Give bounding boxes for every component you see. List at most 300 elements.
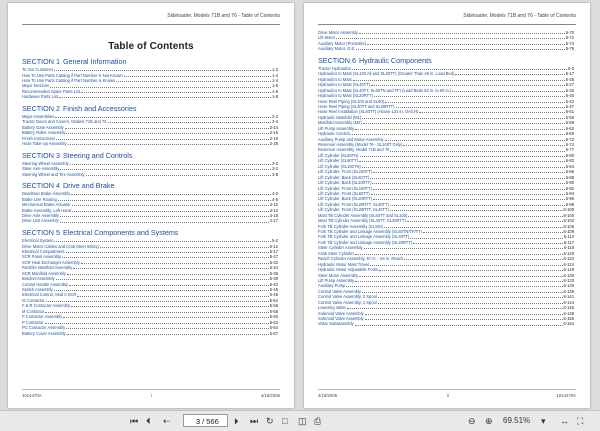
zoom-level[interactable]: 69.51%: [503, 416, 531, 425]
toc-entry-title: Fork Tilt Cylinder Assembly (SL100): [318, 223, 384, 229]
dot-leader: [72, 205, 269, 206]
toc-entry-page: 4-2: [272, 191, 278, 197]
page-header: [22, 11, 280, 25]
toc-entry-title: Lift Cylinder, Back (SL60TT): [318, 174, 370, 180]
dot-leader: [419, 112, 565, 113]
toc-entry-page: 5-27: [269, 254, 278, 260]
fullscreen-button[interactable]: ⛶: [577, 416, 584, 426]
dot-leader: [54, 290, 269, 291]
toc-entry-page: 4-17: [269, 218, 278, 224]
toc-entry-title: Hydraulic Control: [318, 131, 350, 137]
toc-entry-title: Drive Motor Assembly: [318, 29, 358, 35]
section-name: General Information: [62, 57, 127, 66]
dot-leader: [60, 222, 269, 223]
page-footer: [318, 389, 576, 400]
toc-entry-page: 6-133: [563, 277, 574, 283]
toc-entry-title: Lift Cylinder (SL100TN): [318, 163, 361, 169]
zoom-in-button[interactable]: ⊕: [485, 416, 493, 426]
toc-entry-page: 1-5: [272, 83, 278, 89]
toc-entry-title: Fork Tilt Cylinder and Linkage Assembly (SL40TT): [318, 234, 410, 240]
dot-leader: [72, 211, 269, 212]
toc-entry[interactable]: [22, 172, 278, 177]
toc-entry-title: Finish Instructions: [22, 135, 55, 141]
dot-leader: [346, 286, 562, 287]
toc-entry-page: 6-55: [565, 114, 574, 120]
previous-page-button[interactable]: ⏴: [146, 416, 151, 426]
toc-entry-title: Hydraulics to Mast (SL40TT, SL60TN and TF) (Load Beds 52 in. to 60 in.): [318, 87, 452, 93]
toc-entry-page: 6-96: [565, 196, 574, 202]
toc-entry-page: 6-84: [565, 163, 574, 169]
toc-entry-title: Major Assemblies: [22, 113, 55, 119]
dot-leader: [390, 205, 565, 206]
toc-entry-page: 6-150: [563, 316, 574, 322]
dot-leader: [359, 33, 565, 34]
toc-entry-title: Lowering Valve: [318, 305, 346, 311]
toc-entry-title: Solenoid Valve Assembly: [318, 316, 364, 322]
toc-entry-title: Battery Cover Assembly: [22, 330, 66, 336]
toc-entry-page: 5-70: [565, 29, 574, 35]
toc-entry-page: 6-27: [565, 82, 574, 88]
dot-leader: [355, 254, 563, 255]
toc-entry-page: 6-130: [563, 272, 574, 278]
dot-leader: [66, 328, 269, 329]
toc-entry-title: P Contactor Assembly: [22, 314, 63, 320]
toc-entry-title: Drive Motor Cables and Crab Steer Wiring: [22, 243, 99, 249]
dot-leader: [403, 145, 564, 146]
dot-leader: [54, 241, 271, 242]
toc-entry-page: 5-36: [269, 270, 278, 276]
toc-entry-page: 6-141: [563, 294, 574, 300]
dot-leader: [373, 199, 565, 200]
dot-leader: [390, 151, 564, 152]
dot-leader: [385, 102, 565, 103]
toc-entry-page: 6-100: [563, 207, 574, 213]
dot-leader: [350, 134, 564, 135]
dot-leader: [45, 323, 269, 324]
dot-leader: [423, 232, 563, 233]
toc-entry-title: Lift Cylinder, Back (SL100TT): [318, 180, 372, 186]
dot-leader: [81, 92, 271, 93]
toc-entry-title: Electrical Control, Mod II SCR: [22, 292, 77, 298]
dot-leader: [374, 96, 565, 97]
dot-leader: [46, 301, 269, 302]
toc-entry-title: Drive Axle Assembly: [22, 213, 60, 219]
toc-entry-page: 5-42: [269, 281, 278, 287]
toc-entry-page: 6-86: [565, 169, 574, 175]
dot-leader: [63, 317, 269, 318]
dot-leader: [336, 38, 565, 39]
toc-entry-title: Hydraulics to Mast (SL20RTT): [318, 93, 373, 99]
dot-leader: [67, 334, 269, 335]
toc-entry-page: 5-58: [269, 308, 278, 314]
dot-leader: [352, 69, 567, 70]
dot-leader: [363, 123, 565, 124]
dot-leader: [81, 263, 269, 264]
dot-leader: [362, 292, 563, 293]
toc-entry-page: 5-34: [269, 265, 278, 271]
toc-entry-page: 6-77: [565, 147, 574, 153]
toc-entry-title: How To Use Parts Catalog if Part Number is Known: [22, 78, 116, 84]
dot-leader: [86, 175, 272, 176]
dot-leader: [50, 87, 271, 88]
toc-entry-title: To Our Customer: [22, 67, 54, 73]
section-number: SECTION 2: [22, 103, 60, 113]
page-number-input[interactable]: [186, 417, 200, 426]
toc-entry-title: Mechanical Brake Actuator: [22, 202, 71, 208]
toc-entry-page: 5-32: [269, 259, 278, 265]
toc-entry-page: 6-74: [565, 142, 574, 148]
toc-entry-page: 5-72: [565, 35, 574, 41]
section-number: SECTION 4: [22, 181, 60, 191]
toc-entry-title: Fork Tilt Cylinder and Linkage Assembly (SL60TN/TF/TT): [318, 229, 422, 235]
toc-entry-title: Battery Roller Assembly: [22, 130, 66, 136]
toc-entry[interactable]: [22, 141, 278, 146]
toc-list-right: [318, 30, 574, 327]
section-name: Steering and Controls: [62, 150, 133, 160]
section-name: Hydraulic Components: [358, 55, 432, 65]
toc-entry-title: Lift Pump Assembly: [318, 125, 354, 131]
toc-entry-page: 6-102: [563, 218, 574, 224]
dot-leader: [370, 265, 563, 266]
toc-entry[interactable]: [22, 219, 278, 224]
dot-leader: [359, 161, 565, 162]
toc-entry-title: Bracket Assembly: [22, 276, 55, 282]
toc-entry-title: Hydraulics to Mast (SL100 All and SL60TT) (Greater Than 48 in. Load Bed): [318, 71, 455, 77]
toc-entry[interactable]: [22, 94, 278, 99]
toc-entry-page: 4-10: [269, 202, 278, 208]
toc-entry-page: 6-124: [563, 261, 574, 267]
dot-leader: [355, 325, 563, 326]
toc-entry-page: 6-148: [563, 310, 574, 316]
toc-entry-page: 5-45: [269, 287, 278, 293]
toc-entry-title: Hardware Parts List: [22, 94, 58, 100]
toc-entry-title: PC Contactor Assembly: [22, 325, 66, 331]
dot-leader: [59, 97, 271, 98]
toc-entry-page: 6-90: [565, 180, 574, 186]
toc-entry-page: 6-82: [565, 158, 574, 164]
toc-entry-title: Mast Tilt Cylinder Assembly (SL40TT, SL20RTT): [318, 218, 406, 224]
dot-leader: [364, 248, 563, 249]
toc-entry-page: 5-54: [269, 297, 278, 303]
dot-leader: [410, 238, 563, 239]
toc-entry-page: 4-12: [269, 207, 278, 213]
toc-entry-page: 6-80: [565, 152, 574, 158]
page-fit-button[interactable]: □: [282, 416, 288, 426]
toc-entry-page: 6-100: [563, 212, 574, 218]
dot-leader: [408, 216, 562, 217]
toc-entry-page: 1-2: [272, 67, 278, 73]
dot-leader: [70, 164, 271, 165]
section-heading: [22, 104, 278, 113]
toc-entry-title: Lift Cylinder (SL60TT): [318, 158, 359, 164]
toc-entry-title: Fork Tilt Cylinder and Linkage Assembly (SL20RTT): [318, 239, 413, 245]
toc-entry-title: Brake Line Routing: [22, 196, 57, 202]
toc-entry-page: 3-2: [272, 160, 278, 166]
section-name: Finish and Accessories: [62, 103, 137, 113]
toc-entry-page: 6-25: [565, 76, 574, 82]
toc-entry-page: 6-88: [565, 174, 574, 180]
toc-entry-title: How To Use Parts Catalog if Part Number is Not Known: [22, 72, 123, 78]
section-name: Electrical Components and Systems: [62, 227, 179, 237]
rotate-button[interactable]: ↻: [266, 416, 274, 426]
toc-entry-title: Reservoir Assembly, Model 71B and 76: [318, 147, 390, 153]
toc-entry-title: Control Valve Assembly: [318, 288, 361, 294]
two-page-view-button[interactable]: ◫: [298, 416, 307, 426]
toc-entry-page: 6-72: [565, 136, 574, 142]
toc-entry-page: 5-48: [269, 292, 278, 298]
toc-entry-title: Hose Reel Piping (SL100 and SL60): [318, 98, 384, 104]
toc-entry-title: Brake Assembly, Left Hand: [22, 207, 72, 213]
toc-entry-title: Mast Tilt Cylinder Assembly (SL60TT and SL100): [318, 212, 408, 218]
toc-entry-title: Auxiliary Pump and Motor Assembly: [318, 136, 384, 142]
dot-leader: [365, 314, 563, 315]
toc-entry-title: Control Valve Assembly, 2 Spool: [318, 294, 377, 300]
toc-entry-title: Tractor Hydraulics: [318, 65, 352, 71]
dot-leader: [353, 80, 565, 81]
toc-entry-title: Hose Take-Up Assembly: [22, 141, 67, 147]
toc-entry-page: 2-16: [269, 130, 278, 136]
toc-entry-page: 6-113: [563, 234, 574, 240]
right-pdf-page: [304, 3, 590, 408]
toc-entry-page: 2-19: [269, 135, 278, 141]
dot-leader: [372, 183, 564, 184]
dot-leader: [407, 221, 563, 222]
toc-entry-title: Lift Cylinder, Front (SL60TT): [318, 190, 370, 196]
toc-entry-title: Crab Steer Cylinder: [318, 250, 354, 256]
toc-entry-page: 1-8: [272, 94, 278, 100]
toc-entry-title: SCR Panel Assembly: [22, 254, 61, 260]
dot-leader: [55, 117, 271, 118]
zoom-out-button[interactable]: ⊖: [468, 416, 476, 426]
dot-leader: [77, 296, 268, 297]
toc-entry[interactable]: [318, 322, 574, 327]
dot-leader: [60, 216, 269, 217]
dot-leader: [71, 194, 271, 195]
dot-leader: [455, 74, 564, 75]
dot-leader: [362, 118, 565, 119]
toc-entry-page: 5-67: [269, 330, 278, 336]
page-footer: [22, 389, 280, 400]
toc-entry-page: 5-2: [272, 238, 278, 244]
toc-entry-title: Hydraulic Motor Mast Travel: [318, 261, 369, 267]
toc-entry-page: 5-74: [565, 40, 574, 46]
toc-entry-page: 5-76: [565, 46, 574, 52]
first-page-button[interactable]: ⏮: [130, 416, 139, 426]
toc-entry-title: Deadman Brake Assembly: [22, 191, 71, 197]
toc-entry-page: 6-152: [563, 321, 574, 327]
page-title: Table of Contents: [108, 41, 194, 52]
dot-leader: [347, 308, 563, 309]
toc-entry-title: Recommended Spare Parts List: [22, 88, 81, 94]
dot-leader: [108, 122, 272, 123]
toc-entry-page: 3-2: [272, 166, 278, 172]
toc-entry-title: Lift Cylinder, Front (SL20RTT, SL40TT): [318, 201, 389, 207]
dot-leader: [66, 133, 268, 134]
dot-leader: [68, 144, 269, 145]
section-heading: [22, 228, 278, 237]
toc-entry-page: 4-5: [272, 196, 278, 202]
dot-leader: [56, 279, 269, 280]
last-page-button[interactable]: ⏭: [250, 416, 259, 426]
toc-entry-title: Steering Wheel Assembly: [22, 160, 69, 166]
toc-entry-title: Lift Cylinder, Front (SL100TT): [318, 185, 372, 191]
dot-leader: [385, 140, 565, 141]
toc-entry-title: Manifold Assembly (M2): [318, 120, 362, 126]
toc-entry-page: 6-92: [565, 185, 574, 191]
page-total: / 566: [202, 417, 219, 426]
dot-leader: [362, 167, 565, 168]
zoom-dropdown-icon[interactable]: ▾: [541, 416, 546, 426]
fit-width-button[interactable]: ↔: [560, 416, 569, 426]
toc-entry-page: 6-106: [563, 223, 574, 229]
toc-entry-title: Reach Cylinder Assembly, 57 in. - 54 in. Reach: [318, 256, 404, 262]
toc-entry-page: 6-144: [563, 299, 574, 305]
toc-entry-page: 5-17: [269, 248, 278, 254]
toc-entry-title: Rectifier Manifold Assembly: [22, 265, 73, 271]
toc-entry-page: 6-69: [565, 131, 574, 137]
dot-leader: [54, 70, 271, 71]
toc-entry-page: 6-43: [565, 98, 574, 104]
toc-entry-title: Lift Motor: [318, 35, 336, 41]
dot-leader: [378, 303, 563, 304]
toc-entry-title: Steer Cylinder Assembly: [318, 245, 363, 251]
toc-entry-title: Switch Assembly: [22, 287, 53, 293]
toc-entry-page: 6-17: [565, 71, 574, 77]
toc-entry-title: Hose Reel Piping (SL40TT and SL20RTT): [318, 103, 395, 109]
print-button[interactable]: ⎙: [314, 416, 322, 426]
dot-leader: [370, 178, 565, 179]
toc-entry-page: 6-118: [563, 245, 574, 251]
toc-entry-title: Steer Axle Assembly: [22, 166, 60, 172]
section-number: SECTION 3: [22, 150, 60, 160]
dot-leader: [67, 274, 269, 275]
page-header: [318, 11, 576, 25]
toc-entry-page: 6-146: [563, 305, 574, 311]
dot-leader: [100, 247, 269, 248]
toc-entry[interactable]: [22, 331, 278, 336]
toc-entry-title: M Contactor: [22, 308, 45, 314]
dot-leader: [65, 128, 269, 129]
toc-entry-title: Lift Cylinder, Front (SL20RTT, SL40TT): [318, 207, 389, 213]
toc-entry-title: Valve Subassembly: [318, 321, 354, 327]
toc-entry-title: Lift Pump Assembly: [318, 277, 354, 283]
toc-entry-page: 6-128: [563, 267, 574, 273]
toc-entry-title: Auxiliary Motor, G.E.: [318, 46, 356, 52]
dot-leader: [45, 312, 269, 313]
dot-leader: [384, 227, 562, 228]
dot-leader: [413, 243, 563, 244]
prev-view-button[interactable]: ⇠: [163, 416, 171, 426]
toc-entry-page: 4-15: [269, 213, 278, 219]
toc-entry-title: Control Valve Assembly, 1 Spool: [318, 299, 377, 305]
toc-entry-page: 6-47: [565, 103, 574, 109]
toc-entry-title: Electrical System: [22, 238, 54, 244]
toc-entry-page: 6-3: [568, 65, 574, 71]
page-navigator: [183, 414, 228, 427]
toc-entry-title: Lift Cylinder, Back (SL20RTT): [318, 196, 373, 202]
toc-entry-title: Major Sections: [22, 83, 50, 89]
next-page-button[interactable]: ⏵: [234, 416, 239, 426]
toc-entry-title: Solenoid Valve Assembly: [318, 310, 364, 316]
dot-leader: [365, 319, 563, 320]
section-heading: [22, 57, 278, 66]
dot-leader: [71, 306, 269, 307]
dot-leader: [66, 252, 269, 253]
toc-entry-title: Steering Wheel and Tire Assembly: [22, 171, 85, 177]
toc-entry-page: 1-4: [272, 72, 278, 78]
dot-leader: [116, 81, 271, 82]
toc-entry-page: 6-32: [565, 87, 574, 93]
toc-entry-page: 5-56: [269, 303, 278, 309]
toc-entry-page: 2-2: [272, 113, 278, 119]
dot-leader: [73, 268, 269, 269]
dot-leader: [396, 107, 565, 108]
toc-list-left: [22, 57, 278, 336]
toc-entry-title: Electrical Compartment: [22, 248, 65, 254]
toc-entry-title: Lift Cylinder, Front (SL100TT): [318, 169, 372, 175]
toc-entry-page: 6-59: [565, 120, 574, 126]
dot-leader: [373, 189, 565, 190]
footer-date: 4/18/2005: [260, 393, 280, 398]
toc-entry-title: Reservoir Assembly (Model 76 - SL100T Only): [318, 142, 403, 148]
toc-entry-page: 5-64: [269, 325, 278, 331]
toc-entry-title: Auxiliary Pump: [318, 283, 346, 289]
toc-entry-page: 6-136: [563, 283, 574, 289]
dot-leader: [58, 200, 271, 201]
section-number: SECTION 6: [318, 55, 356, 65]
toc-entry-title: F & R Contactor Assembly: [22, 303, 71, 309]
dot-leader: [367, 44, 565, 45]
toc-entry-title: Lift Cylinder (SL60TN): [318, 152, 359, 158]
pdf-viewer-toolbar: [0, 410, 600, 431]
toc-entry-page: 1-6: [272, 88, 278, 94]
toc-entry-page: 5-60: [269, 314, 278, 320]
toc-entry-title: Tractor Doors and Covers, Models 71B and 76: [22, 119, 107, 125]
toc-entry-title: Hydraulics to Mast (SL40TT): [318, 82, 371, 88]
toc-entry-page: 6-40: [565, 93, 574, 99]
toc-entry-title: SCR Manifold Assembly: [22, 270, 66, 276]
toc-entry-page: 5-12: [269, 243, 278, 249]
toc-entry-title: Auxiliary Motor (Prestolite): [318, 40, 366, 46]
toc-entry-page: 6-139: [563, 288, 574, 294]
dot-leader: [378, 297, 563, 298]
toc-entry-title: Hose Reel Installation (SL40TT) (Above 131 in. OACH): [318, 109, 419, 115]
section-heading: [318, 56, 574, 65]
toc-entry-title: Battery Gate Assembly: [22, 124, 64, 130]
section-name: Drive and Brake: [62, 181, 115, 191]
dot-leader: [373, 172, 565, 173]
dot-leader: [355, 129, 565, 130]
footer-page-number: i: [151, 393, 152, 398]
toc-entry-page: 2-14: [269, 124, 278, 130]
footer-page-number: ii: [447, 393, 449, 398]
left-pdf-page: [8, 3, 294, 408]
dot-leader: [60, 169, 271, 170]
dot-leader: [69, 285, 269, 286]
dot-leader: [56, 139, 269, 140]
dot-leader: [379, 270, 562, 271]
section-heading: [22, 181, 278, 190]
toc-entry-title: Hydraulics to Mast: [318, 76, 352, 82]
toc-entry[interactable]: [318, 46, 574, 51]
section-number: SECTION 1: [22, 57, 60, 66]
dot-leader: [371, 194, 565, 195]
toc-entry-page: 6-122: [563, 256, 574, 262]
toc-entry-page: 1-4: [272, 78, 278, 84]
toc-entry-page: 6-98: [565, 201, 574, 207]
dot-leader: [404, 259, 562, 260]
dot-leader: [356, 49, 564, 50]
